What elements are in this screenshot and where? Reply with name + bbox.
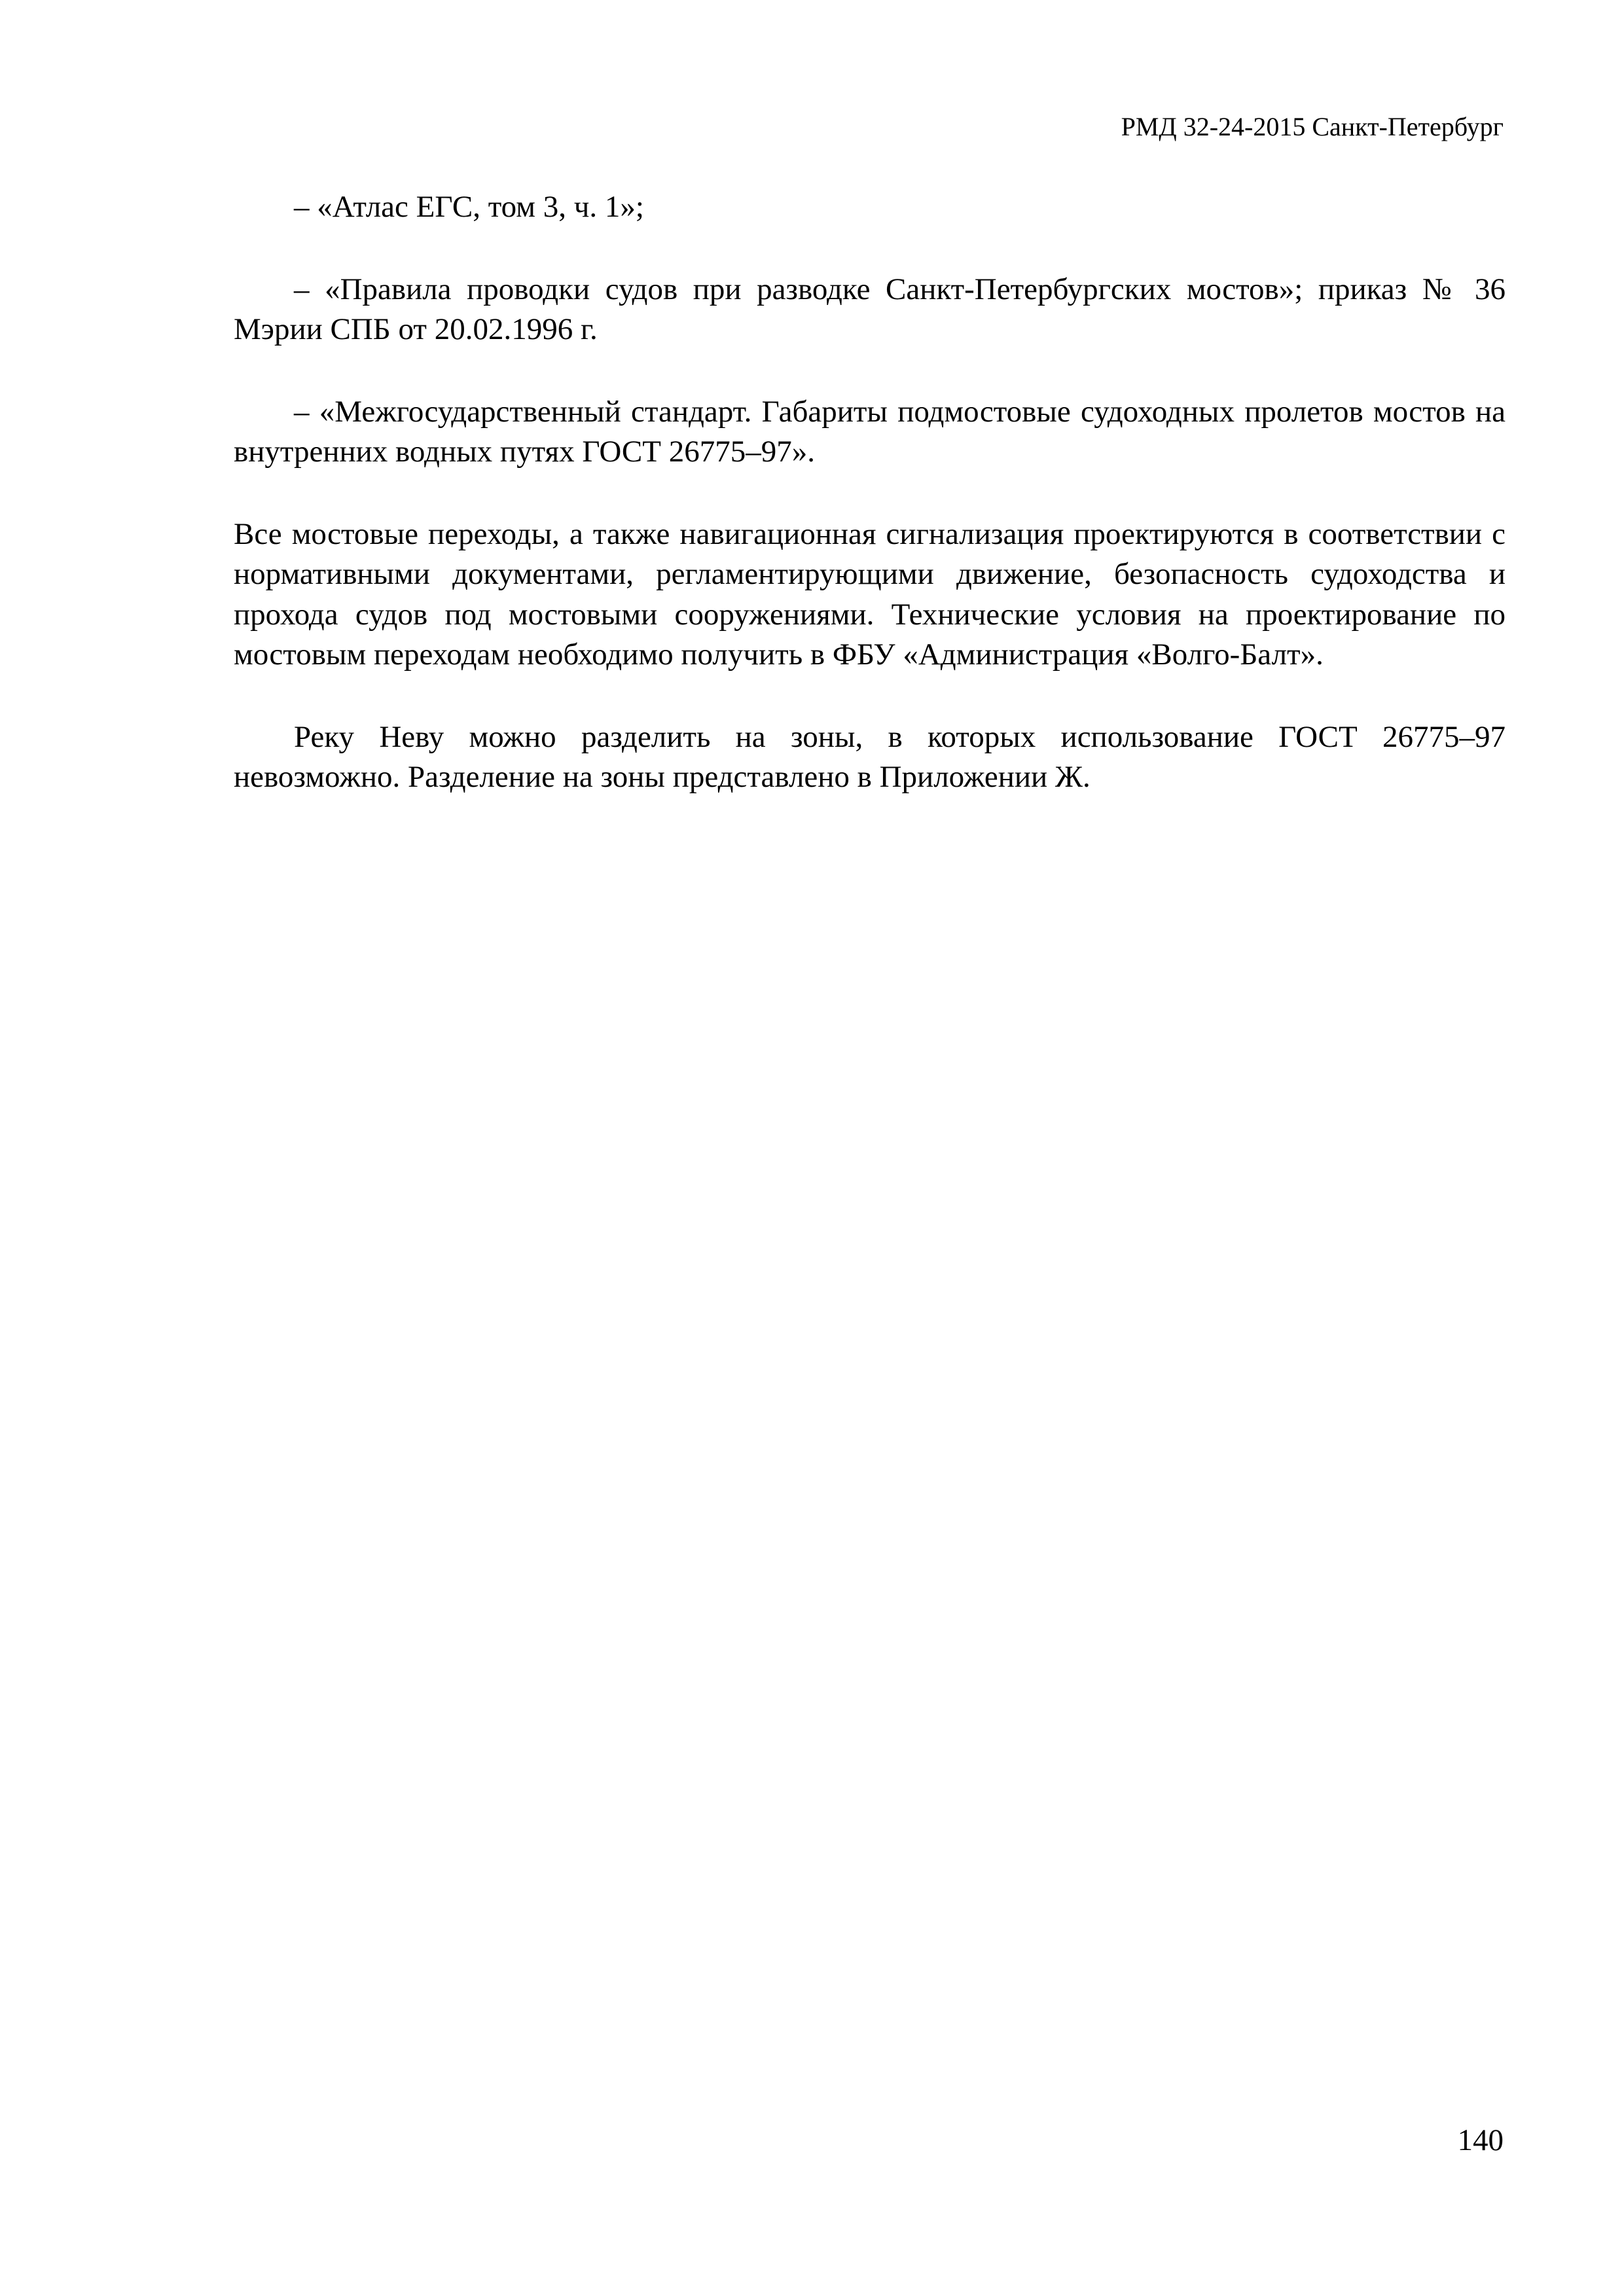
body-paragraph-bridges: Все мостовые переходы, а также навигационная сигнализация проектируются в соответствии с нормативными документами, регламентирующими движение, безопасность судоходства и прохода судов под мостовыми сооружениями. Технические условия на проектирование по мостовым переходам необходимо получить в ФБУ «Администрация «Волго-Балт». (234, 516, 1506, 672)
document-body (234, 187, 1506, 798)
reference-item-rules: – «Правила проводки судов при разводке Санкт-Петербургских мостов»; приказ № 36 Мэрии СПБ от 20.02.1996 г. (234, 272, 1506, 346)
reference-item-gost: – «Межгосударственный стандарт. Габариты подмостовые судоходных пролетов мостов на внутренних водных путях ГОСТ 26775–97». (234, 394, 1506, 469)
page-number: 140 (1457, 2123, 1504, 2157)
reference-item-atlas: – «Атлас ЕГС, том 3, ч. 1»; (294, 190, 644, 224)
body-paragraph-neva: Реку Неву можно разделить на зоны, в которых использование ГОСТ 26775–97 невозможно. Разделение на зоны представлено в Приложении Ж. (234, 719, 1506, 794)
document-header: РМД 32-24-2015 Санкт-Петербург (1121, 112, 1504, 141)
